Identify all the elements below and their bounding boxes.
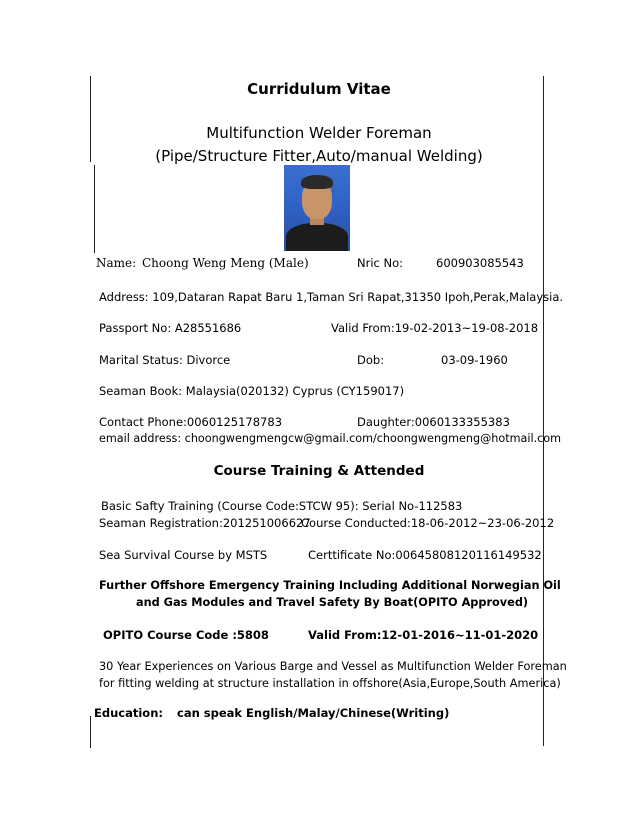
seaman-registration: Seaman Registration:201251006627 <box>99 516 311 530</box>
passport-line: Passport No: A28551686 <box>99 321 242 335</box>
nric-value: 600903085543 <box>436 256 524 270</box>
experience-line-1: 30 Year Experiences on Various Barge and Vessel as Multifunction Welder Foreman <box>99 660 567 673</box>
seaman-book: Seaman Book: Malaysia(020132) Cyprus (CY159017) <box>99 384 405 398</box>
experience-line-2: for fitting welding at structure installation in offshore(Asia,Europe,South America) <box>99 677 561 690</box>
name-label: Name: <box>96 256 137 270</box>
opito-course-code: OPITO Course Code :5808 <box>103 628 269 642</box>
basic-safety-training: Basic Safty Training (Course Code:STCW 95): Serial No-112583 <box>101 499 463 513</box>
certificate-number: Certtificate No:00645808120116149532 <box>308 548 542 562</box>
address-line: Address: 109,Dataran Rapat Baru 1,Taman Sri Rapat,31350 Ipoh,Perak,Malaysia. <box>99 290 564 304</box>
document-title: Curridulum Vitae <box>247 80 391 98</box>
job-title: Multifunction Welder Foreman <box>206 124 432 142</box>
education-label: Education: <box>94 706 163 720</box>
course-conducted: Course Conducted:18-06-2012~23-06-2012 <box>301 516 555 530</box>
marital-status: Marital Status: Divorce <box>99 353 231 367</box>
name-value: Choong Weng Meng (Male) <box>142 256 309 270</box>
nric-label: Nric No: <box>357 256 404 270</box>
passport-valid: Valid From:19-02-2013~19-08-2018 <box>331 321 539 335</box>
email-address: email address: choongwengmengcw@gmail.com/choongwengmeng@hotmail.com <box>99 432 562 445</box>
profile-photo <box>284 165 350 251</box>
contact-phone: Contact Phone:0060125178783 <box>99 415 283 429</box>
left-border-line-mid <box>94 165 95 253</box>
education-value: can speak English/Malay/Chinese(Writing) <box>177 706 450 720</box>
section-course-training: Course Training & Attended <box>213 463 425 479</box>
right-border-line <box>543 76 544 746</box>
left-border-line-bottom <box>90 716 91 748</box>
offshore-training-line-1: Further Offshore Emergency Training Including Additional Norwegian Oil <box>99 579 561 592</box>
job-subtitle: (Pipe/Structure Fitter,Auto/manual Welding) <box>155 147 483 165</box>
offshore-training-line-2: and Gas Modules and Travel Safety By Boat(OPITO Approved) <box>136 596 529 609</box>
sea-survival-course: Sea Survival Course by MSTS <box>99 548 268 562</box>
opito-valid-dates: Valid From:12-01-2016~11-01-2020 <box>308 628 539 642</box>
dob-label: Dob: <box>357 353 385 367</box>
dob-value: 03-09-1960 <box>441 353 508 367</box>
daughter-phone: Daughter:0060133355383 <box>357 415 510 429</box>
